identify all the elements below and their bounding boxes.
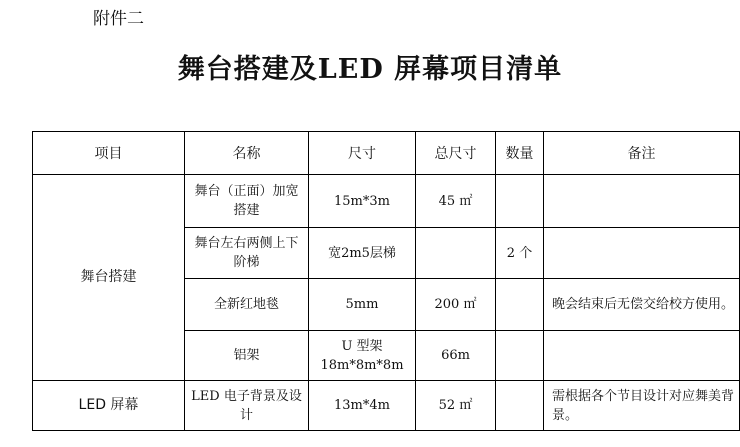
header-name: 名称 (185, 132, 309, 175)
category-stage: 舞台搭建 (33, 175, 185, 381)
cell-qty (496, 175, 544, 228)
cell-note: 需根据各个节目设计对应舞美背景。 (544, 381, 740, 431)
cell-total (416, 228, 496, 279)
cell-name: LED 电子背景及设计 (185, 381, 309, 431)
cell-note (544, 175, 740, 228)
cell-note (544, 331, 740, 381)
cell-size: 宽2m5层梯 (309, 228, 416, 279)
cell-size: 13m*4m (309, 381, 416, 431)
cell-note: 晚会结束后无偿交给校方使用。 (544, 279, 740, 331)
cell-size: 15m*3m (309, 175, 416, 228)
cell-total: 200 ㎡ (416, 279, 496, 331)
header-total-size: 总尺寸 (416, 132, 496, 175)
header-item: 项目 (33, 132, 185, 175)
table-row (33, 175, 740, 228)
cell-qty (496, 381, 544, 431)
table-row (33, 381, 740, 431)
item-list-table (32, 131, 740, 431)
attachment-label: 附件二 (93, 9, 144, 29)
cell-name: 全新红地毯 (185, 279, 309, 331)
cell-total: 52 ㎡ (416, 381, 496, 431)
document-title: 舞台搭建及LED 屏幕项目清单 (177, 54, 563, 85)
cell-total: 66m (416, 331, 496, 381)
category-led-screen: LED 屏幕 (33, 381, 185, 431)
cell-name: 铝架 (185, 331, 309, 381)
table-header-row (33, 132, 740, 175)
cell-qty: 2 个 (496, 228, 544, 279)
cell-name: 舞台（正面）加宽搭建 (185, 175, 309, 228)
header-quantity: 数量 (496, 132, 544, 175)
cell-total: 45 ㎡ (416, 175, 496, 228)
cell-qty (496, 331, 544, 381)
header-remarks: 备注 (544, 132, 740, 175)
header-size: 尺寸 (309, 132, 416, 175)
cell-qty (496, 279, 544, 331)
cell-note (544, 228, 740, 279)
cell-name: 舞台左右两侧上下阶梯 (185, 228, 309, 279)
cell-size: U 型架 18m*8m*8m (309, 331, 416, 381)
cell-size: 5mm (309, 279, 416, 331)
